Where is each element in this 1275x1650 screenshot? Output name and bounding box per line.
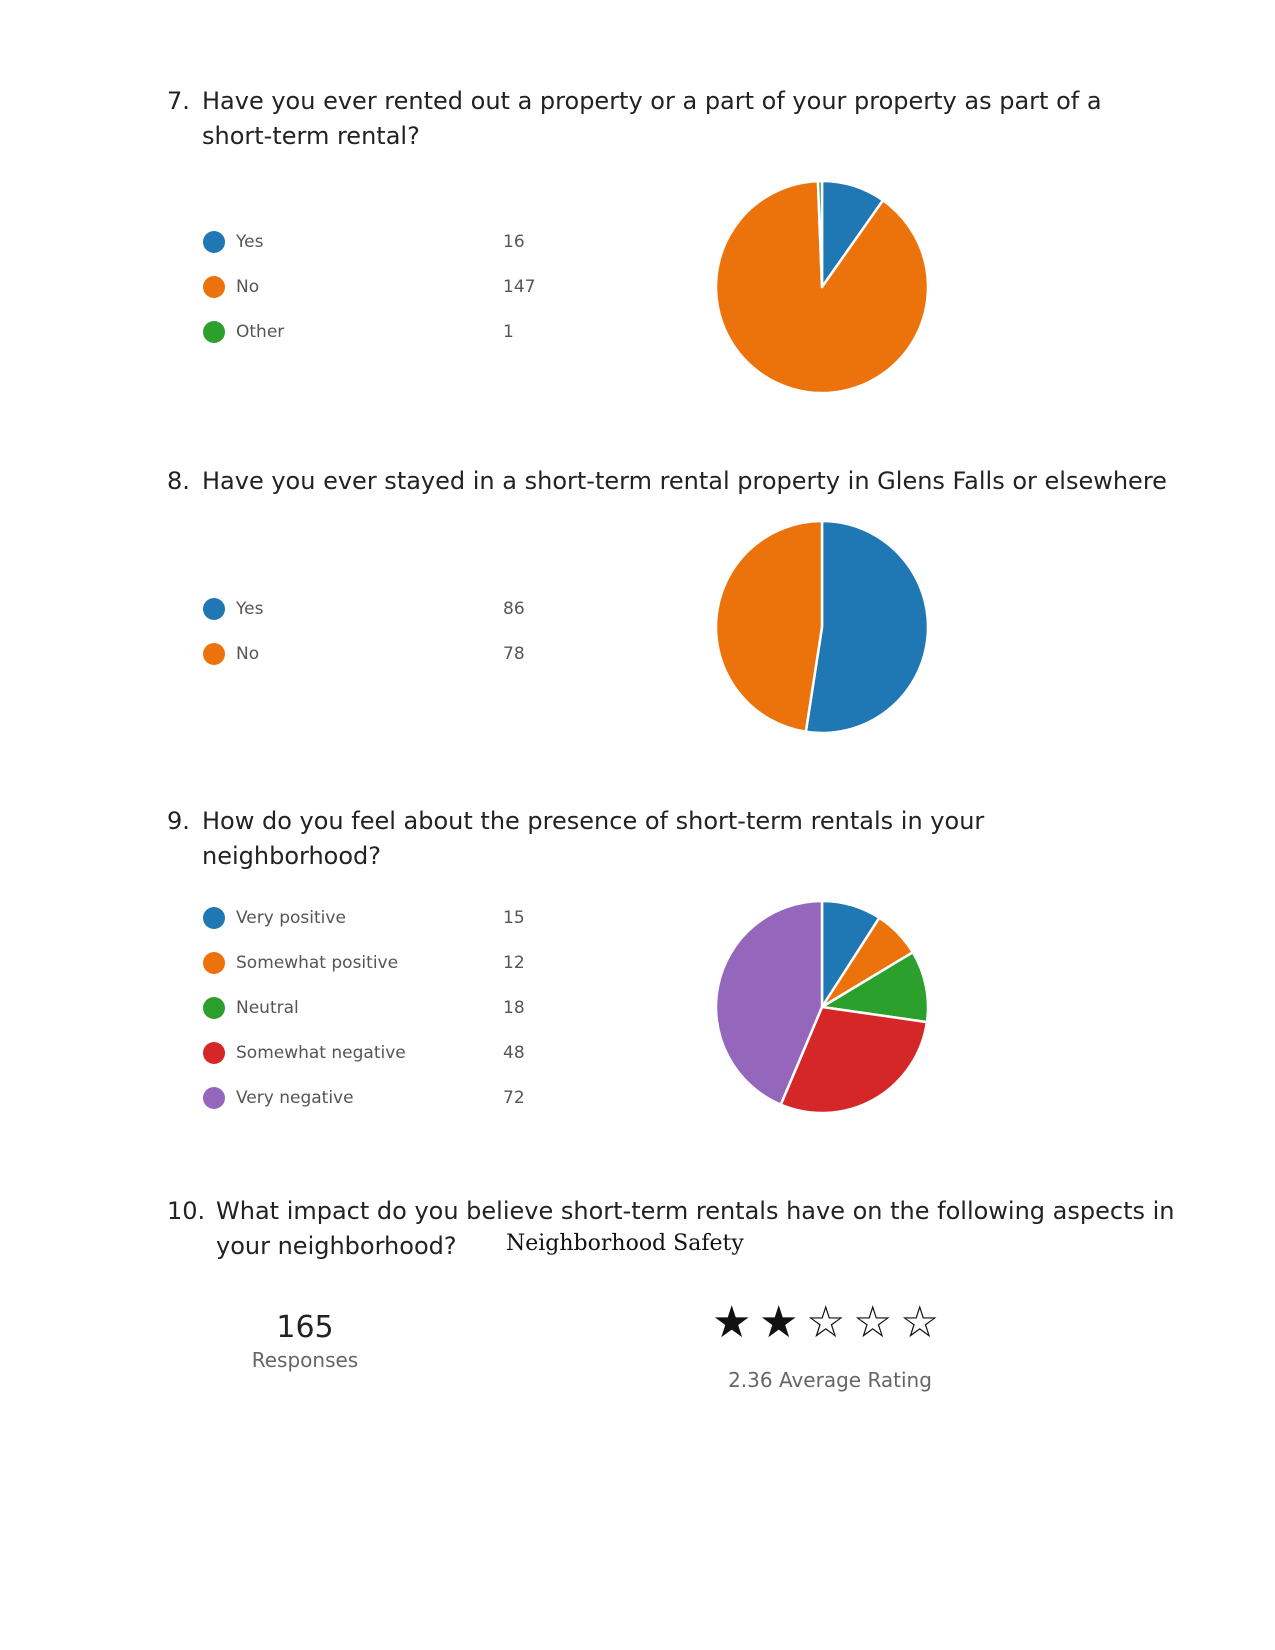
legend-label: Neutral bbox=[236, 998, 299, 1018]
legend-swatch bbox=[203, 1042, 225, 1064]
legend-label: Yes bbox=[236, 599, 264, 619]
legend-count: 16 bbox=[503, 232, 525, 252]
legend-label: No bbox=[236, 644, 260, 664]
legend-label: Very positive bbox=[236, 908, 346, 928]
legend-label: Very negative bbox=[236, 1088, 354, 1108]
responses-count: 165 bbox=[276, 1310, 334, 1345]
pie-chart bbox=[712, 897, 932, 1117]
legend-count: 78 bbox=[503, 644, 525, 664]
question-text-line-1: Have you ever rented out a property or a part of your property as part of a bbox=[202, 87, 1102, 115]
legend-swatch bbox=[203, 907, 225, 929]
legend-swatch bbox=[203, 321, 225, 343]
legend-label: Yes bbox=[236, 232, 264, 252]
question-number: 10. bbox=[167, 1197, 206, 1225]
legend-count: 1 bbox=[503, 322, 514, 342]
legend-count: 72 bbox=[503, 1088, 525, 1108]
average-rating: 2.36 Average Rating bbox=[728, 1368, 932, 1392]
legend-swatch bbox=[203, 598, 225, 620]
question-text-line-2: neighborhood? bbox=[202, 842, 382, 870]
pie-slice-yes bbox=[806, 521, 928, 733]
star-empty-icon: ☆ bbox=[900, 1297, 940, 1348]
legend-count: 12 bbox=[503, 953, 525, 973]
legend-swatch bbox=[203, 643, 225, 665]
question-text-line-2: short-term rental? bbox=[202, 122, 420, 150]
legend-count: 15 bbox=[503, 908, 525, 928]
aspect-label: Neighborhood Safety bbox=[506, 1231, 744, 1256]
star-empty-icon: ☆ bbox=[806, 1297, 846, 1348]
pie-chart bbox=[712, 177, 932, 397]
responses-label: Responses bbox=[251, 1348, 359, 1372]
question-text-line-2: your neighborhood? bbox=[216, 1232, 457, 1260]
star-filled-icon: ★ bbox=[712, 1297, 752, 1348]
legend-count: 18 bbox=[503, 998, 525, 1018]
legend-count: 48 bbox=[503, 1043, 525, 1063]
legend-swatch bbox=[203, 276, 225, 298]
legend-count: 86 bbox=[503, 599, 525, 619]
star-filled-icon: ★ bbox=[759, 1297, 799, 1348]
legend-swatch bbox=[203, 952, 225, 974]
legend-label: Somewhat negative bbox=[236, 1043, 406, 1063]
legend-count: 147 bbox=[503, 277, 536, 297]
legend-swatch bbox=[203, 1087, 225, 1109]
legend-label: Somewhat positive bbox=[236, 953, 399, 973]
legend-label: No bbox=[236, 277, 260, 297]
legend-swatch bbox=[203, 997, 225, 1019]
pie-chart bbox=[712, 517, 932, 737]
question-text-line-1: Have you ever stayed in a short-term rental property in Glens Falls or elsewhere bbox=[202, 467, 1167, 495]
pie-slice-no bbox=[716, 521, 822, 732]
star-empty-icon: ☆ bbox=[853, 1297, 893, 1348]
question-number: 7. bbox=[167, 87, 190, 115]
question-text-line-1: How do you feel about the presence of short-term rentals in your bbox=[202, 807, 985, 835]
question-text-line-1: What impact do you believe short-term rentals have on the following aspects in bbox=[216, 1197, 1175, 1225]
legend-swatch bbox=[203, 231, 225, 253]
question-number: 8. bbox=[167, 467, 190, 495]
legend-label: Other bbox=[236, 322, 285, 342]
question-number: 9. bbox=[167, 807, 190, 835]
